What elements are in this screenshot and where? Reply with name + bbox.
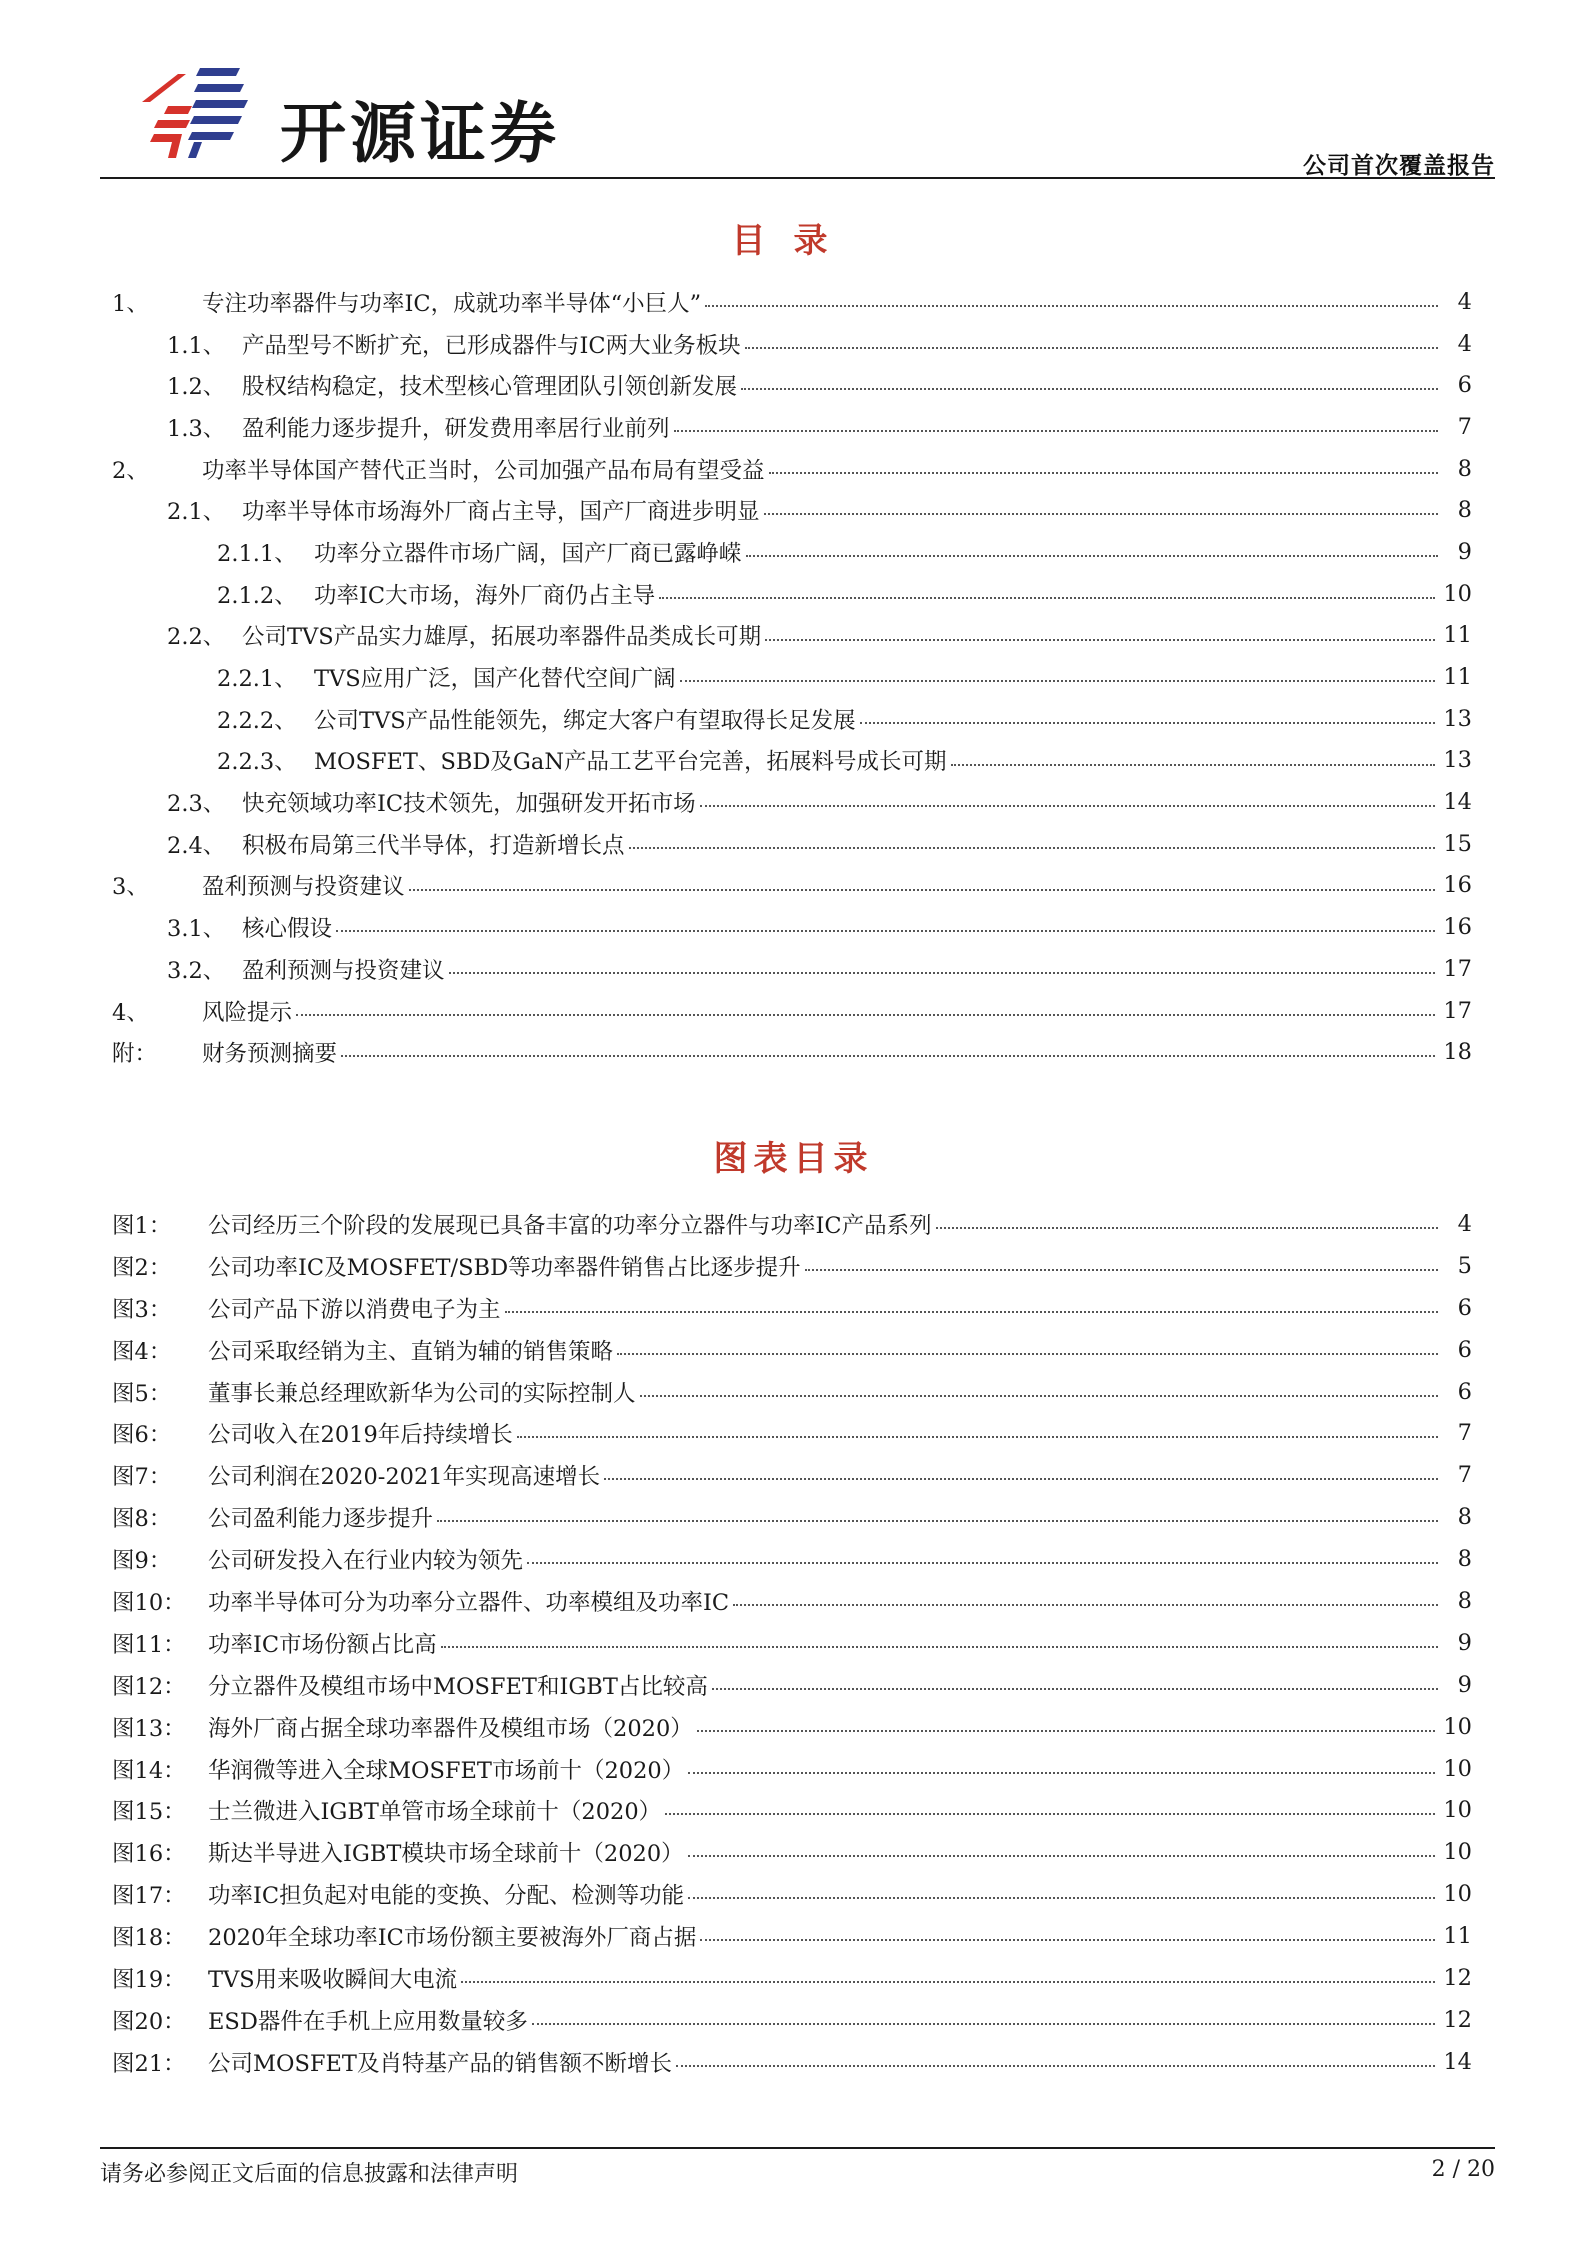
figure-entry[interactable] [112,1371,1472,1413]
toc-entry[interactable] [112,948,1472,990]
entry-page-number: 8 [1457,1504,1472,1531]
dot-leader [674,406,1438,432]
entry-page-number: 7 [1457,1462,1472,1489]
entry-number: 图20： [112,2008,186,2035]
dot-leader [341,1031,1435,1057]
figure-entry[interactable] [112,1957,1472,1999]
entry-title: 公司研发投入在行业内较为领先 [208,1548,524,1575]
dot-leader [688,1831,1436,1857]
entry-title: 核心假设 [242,916,333,943]
entry-number: 图6： [112,1422,172,1449]
entry-page-number: 10 [1443,1881,1472,1908]
entry-page-number: 13 [1443,705,1472,732]
entry-page-number: 11 [1443,664,1472,691]
entry-page-number: 10 [1443,580,1472,607]
figure-entry[interactable] [112,1454,1472,1496]
entry-page-number: 11 [1443,622,1472,649]
figure-entry[interactable] [112,1538,1472,1580]
figure-index [112,1203,1472,2083]
dot-leader [741,364,1438,390]
dot-leader [745,323,1438,349]
toc-heading: 目录 [731,221,856,261]
dot-leader [336,906,1435,932]
figure-entry[interactable] [112,1664,1472,1706]
dot-leader [746,531,1438,557]
entry-title: 董事长兼总经理欧新华为公司的实际控制人 [208,1380,636,1407]
dot-leader [951,740,1436,766]
entry-title: 公司经历三个阶段的发展现已具备丰富的功率分立器件与功率IC产品系列 [208,1212,932,1239]
entry-title: 功率IC担负起对电能的变换、分配、检测等功能 [208,1883,685,1910]
toc-entry[interactable] [112,406,1472,448]
figure-entry[interactable] [112,1748,1472,1790]
toc-entry[interactable] [112,656,1472,698]
toc-entry[interactable] [112,489,1472,531]
entry-title: 公司MOSFET及肖特基产品的销售额不断增长 [208,2050,672,2077]
entry-number: 附： [112,1041,158,1068]
entry-title: 功率IC大市场，海外厂商仍占主导 [314,582,656,609]
entry-title: TVS用来吸收瞬间大电流 [208,1966,458,1993]
entry-title: 积极布局第三代半导体，打造新增长点 [242,832,625,859]
figure-entry[interactable] [112,1789,1472,1831]
entry-number: 2、 [112,457,149,484]
dot-leader [296,990,1435,1016]
entry-page-number: 6 [1457,1336,1472,1363]
figure-index-heading: 图表目录 [713,1139,874,1179]
entry-number: 图19： [112,1966,186,1993]
entry-title: 功率分立器件市场广阔，国产厂商已露峥嵘 [314,540,742,567]
figure-entry[interactable] [112,2041,1472,2083]
entry-page-number: 6 [1457,1294,1472,1321]
entry-number: 图21： [112,2050,186,2077]
entry-page-number: 10 [1443,1797,1472,1824]
entry-title: 盈利能力逐步提升，研发费用率居行业前列 [242,415,670,442]
entry-number: 图11： [112,1631,186,1658]
toc-entry[interactable] [112,448,1472,490]
brand-logo-icon [130,62,265,162]
dot-leader [604,1454,1438,1480]
entry-title: 公司产品下游以消费电子为主 [208,1296,501,1323]
entry-number: 图10： [112,1589,186,1616]
entry-page-number: 6 [1457,1378,1472,1405]
entry-number: 2.2、 [167,624,226,651]
entry-title: 功率半导体可分为功率分立器件、功率模组及功率IC [208,1589,730,1616]
entry-page-number: 16 [1443,914,1472,941]
entry-title: 财务预测摘要 [202,1041,338,1068]
dot-leader [665,1789,1435,1815]
entry-title: 股权结构稳定，技术型核心管理团队引领创新发展 [242,374,738,401]
entry-number: 1.2、 [167,374,226,401]
entry-page-number: 11 [1443,1923,1472,1950]
dot-leader [769,448,1438,474]
figure-entry[interactable] [112,1245,1472,1287]
entry-title: 华润微等进入全球MOSFET市场前十（2020） [208,1757,685,1784]
dot-leader [659,573,1435,599]
entry-page-number: 8 [1457,497,1472,524]
entry-title: 公司采取经销为主、直销为辅的销售策略 [208,1338,614,1365]
entry-page-number: 16 [1443,872,1472,899]
entry-page-number: 17 [1443,955,1472,982]
entry-title: 分立器件及模组市场中MOSFET和IGBT占比较高 [208,1673,708,1700]
figure-entry[interactable] [112,1580,1472,1622]
figure-entry[interactable] [112,1496,1472,1538]
entry-title: 风险提示 [202,999,293,1026]
entry-number: 2.1.1、 [217,540,297,567]
dot-leader [517,1412,1438,1438]
entry-title: 快充领域功率IC技术领先，加强研发开拓市场 [242,791,696,818]
entry-number: 2.3、 [167,791,226,818]
figure-entry[interactable] [112,1622,1472,1664]
dot-leader [936,1203,1438,1229]
footer-divider [100,2147,1495,2149]
entry-number: 图13： [112,1715,186,1742]
entry-title: 士兰微进入IGBT单管市场全球前十（2020） [208,1799,662,1826]
toc-entry[interactable] [112,823,1472,865]
entry-number: 2.1.2、 [217,582,297,609]
entry-title: ESD器件在手机上应用数量较多 [208,2008,528,2035]
dot-leader [532,1999,1435,2025]
dot-leader [705,281,1438,307]
footer-disclaimer: 请务必参阅正文后面的信息披露和法律声明 [100,2162,519,2187]
dot-leader [805,1245,1438,1271]
entry-page-number: 4 [1457,288,1472,315]
brand-logo [130,62,560,172]
entry-page-number: 12 [1443,1964,1472,1991]
entry-title: 公司TVS产品实力雄厚，拓展功率器件品类成长可期 [242,624,762,651]
entry-title: 公司收入在2019年后持续增长 [208,1422,513,1449]
entry-number: 2.1、 [167,499,226,526]
entry-page-number: 4 [1457,1210,1472,1237]
entry-page-number: 4 [1457,330,1472,357]
figure-entry[interactable] [112,1203,1472,1245]
entry-page-number: 14 [1443,789,1472,816]
toc-entry[interactable] [112,281,1472,323]
page-indicator: 2 / 20 [1431,2157,1495,2182]
entry-number: 图7： [112,1464,172,1491]
header-divider [100,177,1495,179]
dot-leader [688,1873,1435,1899]
entry-title: MOSFET、SBD及GaN产品工艺平台完善，拓展料号成长可期 [314,749,947,776]
toc-entry[interactable] [112,906,1472,948]
entry-page-number: 17 [1443,997,1472,1024]
dot-leader [505,1287,1438,1313]
entry-number: 3.1、 [167,916,226,943]
entry-number: 图1： [112,1212,172,1239]
entry-page-number: 14 [1443,2048,1472,2075]
entry-title: 2020年全球功率IC市场份额主要被海外厂商占据 [208,1925,697,1952]
toc-entry[interactable] [112,323,1472,365]
toc-entry[interactable] [112,531,1472,573]
entry-page-number: 8 [1457,1546,1472,1573]
entry-number: 图17： [112,1883,186,1910]
dot-leader [437,1496,1438,1522]
entry-title: 功率半导体国产替代正当时，公司加强产品布局有望受益 [202,457,765,484]
entry-number: 2.2.1、 [217,666,297,693]
dot-leader [733,1580,1438,1606]
entry-number: 图14： [112,1757,186,1784]
figure-entry[interactable] [112,1873,1472,1915]
entry-number: 图2： [112,1254,172,1281]
dot-leader [527,1538,1438,1564]
dot-leader [409,865,1436,891]
entry-page-number: 9 [1457,1671,1472,1698]
entry-number: 2.2.3、 [217,749,297,776]
entry-title: 公司利润在2020-2021年实现高速增长 [208,1464,601,1491]
entry-number: 图4： [112,1338,172,1365]
toc-entry[interactable] [112,364,1472,406]
dot-leader [449,948,1436,974]
dot-leader [461,1957,1435,1983]
entry-title: 功率IC市场份额占比高 [208,1631,437,1658]
entry-number: 2.4、 [167,832,226,859]
entry-number: 图16： [112,1841,186,1868]
dot-leader [688,1748,1435,1774]
entry-title: 产品型号不断扩充，已形成器件与IC两大业务板块 [242,332,741,359]
entry-number: 3、 [112,874,149,901]
entry-page-number: 15 [1443,830,1472,857]
toc-entry[interactable] [112,865,1472,907]
entry-title: 公司盈利能力逐步提升 [208,1506,434,1533]
dot-leader [765,615,1435,641]
dot-leader [680,656,1436,682]
dot-leader [700,781,1436,807]
entry-number: 图3： [112,1296,172,1323]
dot-leader [640,1371,1438,1397]
entry-number: 图8： [112,1506,172,1533]
dot-leader [617,1329,1438,1355]
report-type-label: 公司首次覆盖报告 [1303,153,1495,179]
entry-number: 图15： [112,1799,186,1826]
figure-entry[interactable] [112,1706,1472,1748]
entry-number: 1.1、 [167,332,226,359]
entry-page-number: 6 [1457,372,1472,399]
figure-entry[interactable] [112,1329,1472,1371]
dot-leader [441,1622,1438,1648]
figure-entry[interactable] [112,1999,1472,2041]
dot-leader [697,1706,1436,1732]
entry-title: 公司TVS产品性能领先，绑定大客户有望取得长足发展 [314,707,856,734]
entry-page-number: 9 [1457,538,1472,565]
dot-leader [629,823,1436,849]
page-header [100,40,1495,180]
toc-entry[interactable] [112,990,1472,1032]
dot-leader [676,2041,1435,2067]
entry-page-number: 12 [1443,2006,1472,2033]
dot-leader [712,1664,1438,1690]
entry-title: 功率半导体市场海外厂商占主导，国产厂商进步明显 [242,499,760,526]
entry-page-number: 7 [1457,1420,1472,1447]
entry-number: 图12： [112,1673,186,1700]
dot-leader [700,1915,1435,1941]
dot-leader [764,489,1438,515]
entry-page-number: 10 [1443,1839,1472,1866]
entry-title: 专注功率器件与功率IC，成就功率半导体“小巨人” [202,290,702,317]
entry-page-number: 9 [1457,1629,1472,1656]
figure-entry[interactable] [112,1915,1472,1957]
figure-entry[interactable] [112,1831,1472,1873]
entry-page-number: 7 [1457,413,1472,440]
entry-number: 4、 [112,999,149,1026]
entry-number: 图9： [112,1548,172,1575]
entry-page-number: 10 [1443,1713,1472,1740]
toc-entry[interactable] [112,698,1472,740]
entry-page-number: 18 [1443,1039,1472,1066]
entry-title: 盈利预测与投资建议 [242,957,445,984]
dot-leader [860,698,1436,724]
entry-page-number: 5 [1457,1252,1472,1279]
table-of-contents [112,281,1472,1073]
entry-page-number: 8 [1457,455,1472,482]
entry-title: 盈利预测与投资建议 [202,874,405,901]
entry-number: 3.2、 [167,957,226,984]
figure-entry[interactable] [112,1412,1472,1454]
entry-title: 海外厂商占据全球功率器件及模组市场（2020） [208,1715,693,1742]
entry-page-number: 10 [1443,1755,1472,1782]
toc-entry[interactable] [112,740,1472,782]
entry-title: 公司功率IC及MOSFET/SBD等功率器件销售占比逐步提升 [208,1254,801,1281]
entry-number: 图18： [112,1925,186,1952]
toc-entry[interactable] [112,781,1472,823]
entry-number: 图5： [112,1380,172,1407]
entry-number: 1.3、 [167,415,226,442]
entry-number: 2.2.2、 [217,707,297,734]
entry-page-number: 13 [1443,747,1472,774]
entry-number: 1、 [112,290,149,317]
figure-entry[interactable] [112,1287,1472,1329]
toc-entry[interactable] [112,1031,1472,1073]
toc-entry[interactable] [112,615,1472,657]
entry-page-number: 8 [1457,1587,1472,1614]
toc-entry[interactable] [112,573,1472,615]
brand-name: 开源证券 [280,95,560,172]
entry-title: TVS应用广泛，国产化替代空间广阔 [314,666,676,693]
entry-title: 斯达半导进入IGBT模块市场全球前十（2020） [208,1841,684,1868]
